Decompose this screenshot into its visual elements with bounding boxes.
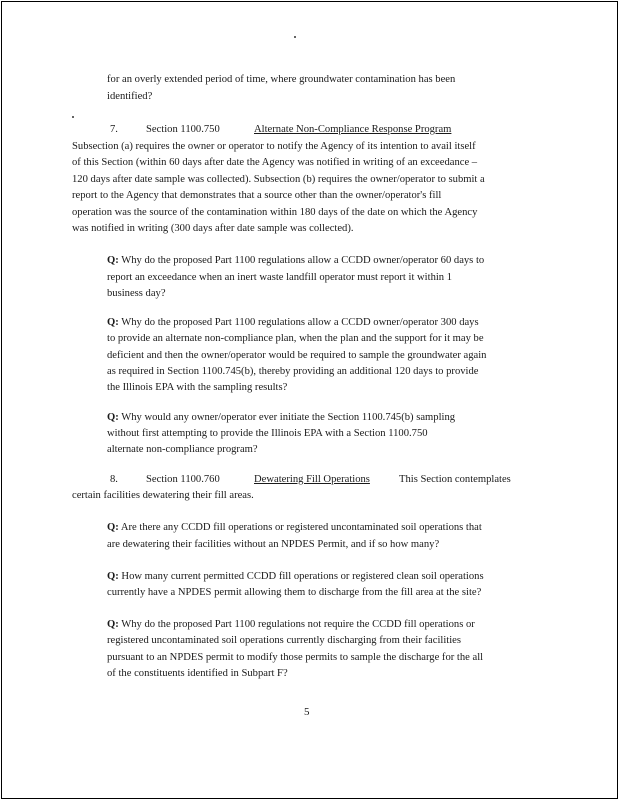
question-line: business day? — [107, 288, 166, 299]
question-label: Q: — [107, 412, 119, 423]
question-line: Q: Are there any CCDD fill operations or registered uncontaminated soil operations that — [107, 522, 482, 533]
question-line: Q: Why do the proposed Part 1100 regulations allow a CCDD owner/operator 300 days — [107, 317, 479, 328]
document-page — [1, 1, 618, 799]
question-line: registered uncontaminated soil operations currently discharging from their facilities — [107, 635, 461, 646]
question-line: without first attempting to provide the Illinois EPA with a Section 1100.750 — [107, 428, 428, 439]
section-8-body: certain facilities dewatering their fill areas. — [72, 490, 254, 501]
question-line: of the constituents identified in Subpart F? — [107, 668, 288, 679]
continuation-line-2: identified? — [107, 91, 153, 102]
question-label: Q: — [107, 619, 119, 630]
question-line: alternate non-compliance program? — [107, 444, 258, 455]
question-label: Q: — [107, 522, 119, 533]
section-8-title: Dewatering Fill Operations — [254, 474, 370, 485]
section-7-body-line: report to the Agency that demonstrates that a source other than the owner/operator's fill — [72, 190, 442, 201]
question-line: to provide an alternate non-compliance plan, when the plan and the support for it may be — [107, 333, 484, 344]
section-8-ref: Section 1100.760 — [146, 474, 220, 485]
question-line: as required in Section 1100.745(b), thereby providing an additional 120 days to provide — [107, 366, 479, 377]
scan-speck — [72, 116, 74, 118]
section-7-number: 7. — [110, 124, 118, 135]
section-8-number: 8. — [110, 474, 118, 485]
scan-speck — [294, 36, 296, 38]
question-line: Q: Why do the proposed Part 1100 regulations not require the CCDD fill operations or — [107, 619, 475, 630]
section-8-intro: This Section contemplates — [399, 474, 511, 485]
section-7-body-line: 120 days after date sample was collected). Subsection (b) requires the owner/operator to submit a — [72, 174, 485, 185]
page-number: 5 — [304, 706, 310, 718]
question-label: Q: — [107, 571, 119, 582]
question-line: Q: Why would any owner/operator ever initiate the Section 1100.745(b) sampling — [107, 412, 456, 423]
question-line: Q: Why do the proposed Part 1100 regulations allow a CCDD owner/operator 60 days to — [107, 255, 485, 266]
question-line: pursuant to an NPDES permit to modify those permits to sample the discharge for the all — [107, 652, 484, 663]
section-7-ref: Section 1100.750 — [146, 124, 220, 135]
section-7-body-line: Subsection (a) requires the owner or operator to notify the Agency of its intention to avail itself — [72, 141, 476, 152]
question-line: Q: How many current permitted CCDD fill operations or registered clean soil operations — [107, 571, 484, 582]
section-7-body-line: of this Section (within 60 days after date the Agency was notified in writing of an exceedance – — [72, 157, 478, 168]
section-7-title: Alternate Non-Compliance Response Program — [254, 124, 452, 135]
question-line: are dewatering their facilities without an NPDES Permit, and if so how many? — [107, 539, 440, 550]
question-line: report an exceedance when an inert waste landfill operator must report it within 1 — [107, 272, 453, 283]
question-line: the Illinois EPA with the sampling results? — [107, 382, 288, 393]
section-7-body-line: operation was the source of the contamination within 180 days of the date on which the Agency — [72, 207, 478, 218]
question-line: deficient and then the owner/operator would be required to sample the groundwater again — [107, 350, 487, 361]
question-label: Q: — [107, 255, 119, 266]
question-label: Q: — [107, 317, 119, 328]
section-7-body-line: was notified in writing (300 days after date sample was collected). — [72, 223, 354, 234]
continuation-line-1: for an overly extended period of time, where groundwater contamination has been — [107, 74, 456, 85]
question-line: currently have a NPDES permit allowing them to discharge from the fill area at the site? — [107, 587, 482, 598]
